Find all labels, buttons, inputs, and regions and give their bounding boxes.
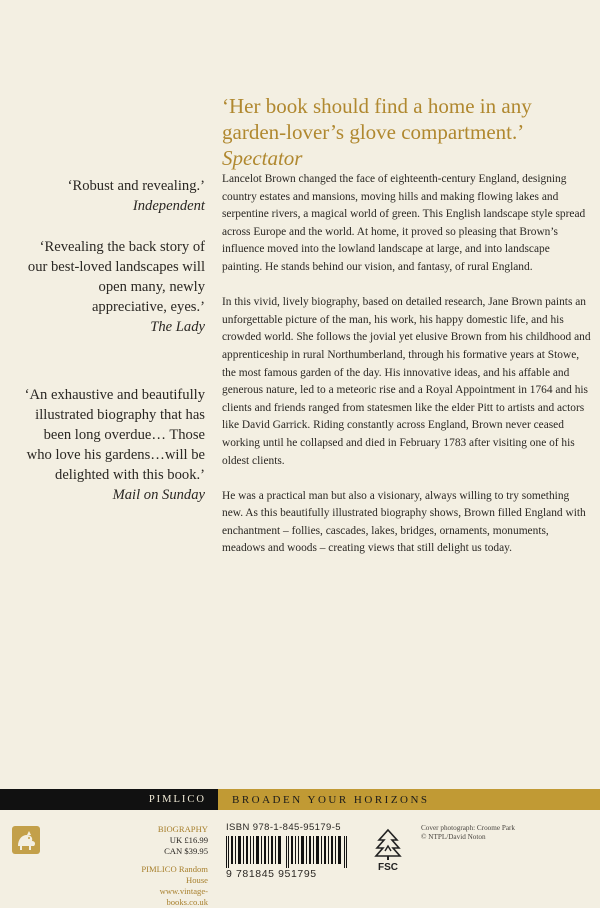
credit-line: Cover photograph: Croome Park [421,824,516,832]
isbn-label: ISBN 978-1-845-95179-5 [226,822,341,833]
left-quote-text: ‘An exhaustive and beautifully illustrated biography that has been long overdue… Those who love his gardens…will be delighted with this book.’ [24,387,205,483]
category-label: BIOGRAPHY [157,824,208,834]
series-tagline: BROADEN YOUR HORIZONS [218,789,600,810]
left-quote-source: Independent [132,198,205,214]
blurb-body [222,171,592,576]
barcode-icon [224,836,356,868]
headline-quote [222,93,592,171]
blurb-paragraph: Lancelot Brown changed the face of eighteenth-century England, designing country estates and mansions, moving hills and making flowing lakes and serpentine rivers, a magical world of green. This English landscape style spread across Europe and the world. At home, it proved so pleasing that Brown’s influence moved into the lowland landscape at large, and into landscape painting. He stands behind our vision, and fantasy, of rural England. [222,173,586,273]
price-uk: UK £16.99 [169,835,208,845]
pimlico-logo-icon [12,826,40,854]
left-quote-source: Mail on Sunday [112,487,205,503]
fsc-tree-icon [367,826,409,877]
left-quote-text: ‘Revealing the back story of our best-loved landscapes will open many, newly appreciative, eyes.’ [27,239,205,315]
blurb-paragraph: In this vivid, lively biography, based on detailed research, Jane Brown paints an unforgettable picture of the man, his work, his happy domestic life, and his crowded world. She follows the jovial yet elusive Brown from his childhood and apprenticeship in rural Northumberland, through his formative years at Stowe, the most famous garden of the day. His innovative ideas, and his affable and generous nature, led to a meteoric rise and a Royal Appointment in 1764 and his clients and friends ranged from statesmen like the elder Pitt to artists and actors like David Garrick. Riding constantly across England, Brown never ceased working until he collapsed and died in February 1783 after visiting one of his oldest clients. [222,296,591,467]
headline-quote-source: Spectator [222,146,303,170]
left-quote [20,176,205,216]
blurb-paragraph: He was a practical man but also a visionary, always willing to try something new. As this beautifully illustrated biography shows, Brown filled England with enchantment – follies, cascades, lakes, bridges, ornaments, monuments, meadows and woods – creating views that still delight us today. [222,489,586,555]
price-can: CAN $39.95 [164,846,208,856]
imprint-label: PIMLICO Random House [141,864,208,885]
publisher-banner [0,789,600,810]
headline-quote-text: ‘Her book should find a home in any garden-lover’s glove compartment.’ [222,94,532,144]
publisher-name: PIMLICO [0,789,218,810]
left-quote [20,385,205,505]
price-block [130,824,208,908]
fsc-label: FSC [378,862,398,872]
cover-credit [421,824,515,842]
barcode-number: 9 781845 951795 [226,868,317,880]
credit-line: © NTPL/David Noton [421,833,486,841]
left-quote-text: ‘Robust and revealing.’ [67,178,205,194]
left-quote [20,237,205,337]
left-quote-source: The Lady [150,319,205,335]
website-label: www.vintage-books.co.uk [159,886,208,907]
